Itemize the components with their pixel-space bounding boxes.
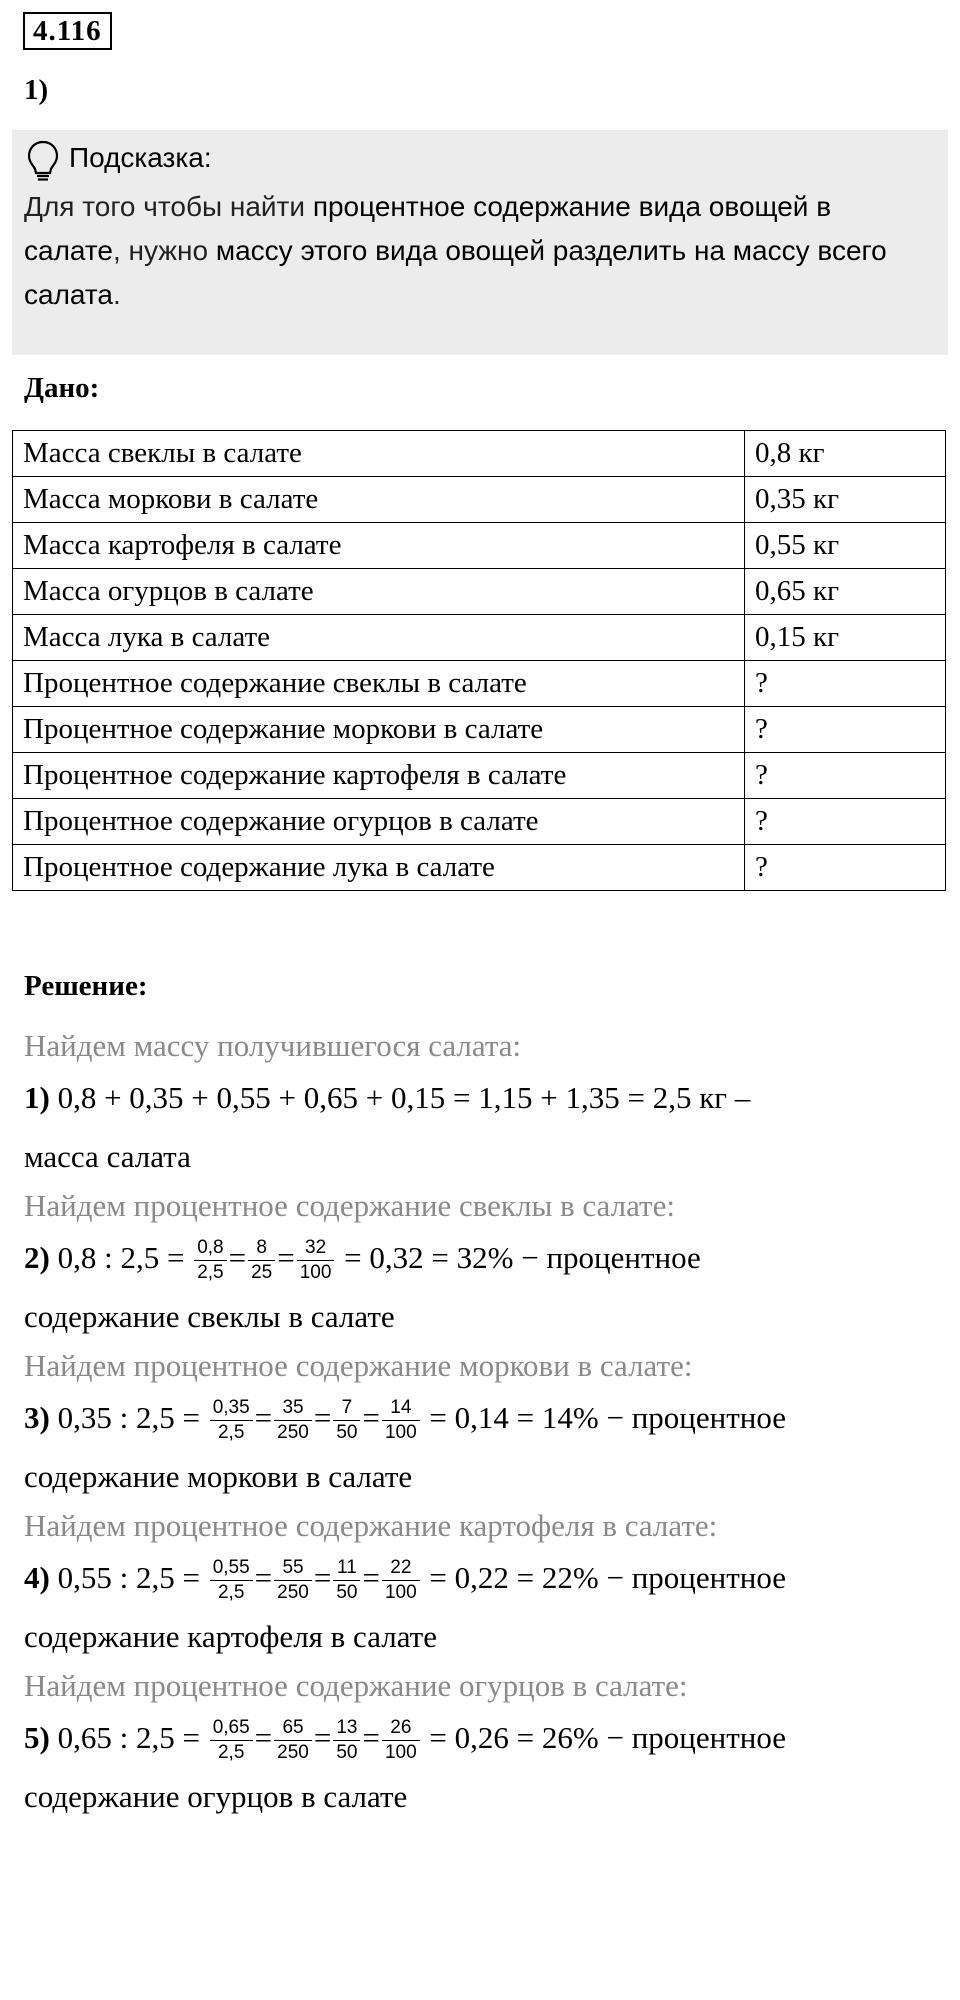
row-value: 0,55 кг [745,523,946,569]
lightbulb-icon [26,139,60,183]
fraction: $\frac{26}{100}$ [382,1716,420,1765]
fraction: $\frac{65}{250}$ [274,1716,312,1765]
hint-title: Подсказка: [69,142,212,173]
table-row [13,753,946,799]
solution-heading: Решение: [24,970,148,1002]
row-value: 0,35 кг [745,477,946,523]
step-expression: 0,8 + 0,35 + 0,55 + 0,65 + 0,15 = 1,15 + 1,35 = 2,5 кг – [49,1080,751,1115]
row-value: ? [745,799,946,845]
task-number: 4.116 [23,12,112,50]
step-number: 5) [24,1720,50,1755]
row-label: Процентное содержание лука в салате [13,845,745,891]
row-value: 0,8 кг [745,431,946,477]
step-equation: 4) 0,55 : 2,5 = $\frac{0,55}{2,5}$ = $\frac{55}{250}$ = $\frac{11}{50}$ = $\frac{22}{100}$ = 0,22 = 22% − процентное [24,1557,786,1604]
row-label: Процентное содержание огурцов в салате [13,799,745,845]
step-intro: Найдем массу получившегося салата: [24,1028,522,1063]
solution-steps [24,1025,944,1825]
fraction: $\frac{22}{100}$ [382,1556,420,1605]
given-heading: Дано: [24,372,100,404]
fraction: $\frac{11}{50}$ [333,1556,360,1605]
table-row [13,523,946,569]
fraction: $\frac{14}{100}$ [382,1396,420,1445]
fraction: $\frac{13}{50}$ [333,1716,360,1765]
fraction: $\frac{8}{25}$ [248,1236,275,1285]
step-intro: Найдем процентное содержание огурцов в салате: [24,1668,688,1703]
row-value: ? [745,845,946,891]
row-label: Масса лука в салате [13,615,745,661]
step-equation: 2) 0,8 : 2,5 = $\frac{0,8}{2,5}$ = $\frac{8}{25}$ = $\frac{32}{100}$ = 0,32 = 32% − процентное [24,1237,701,1284]
table-row [13,615,946,661]
fraction: $\frac{35}{250}$ [274,1396,312,1445]
row-label: Масса картофеля в салате [13,523,745,569]
fraction: $\frac{7}{50}$ [333,1396,360,1445]
table-row [13,799,946,845]
table-row [13,477,946,523]
step-intro: Найдем процентное содержание моркови в салате: [24,1348,693,1383]
step-number: 1) [24,1080,50,1115]
fraction: $\frac{0,65}{2,5}$ [210,1716,253,1765]
row-label: Масса моркови в салате [13,477,745,523]
row-label: Процентное содержание картофеля в салате [13,753,745,799]
row-value: ? [745,753,946,799]
row-value: ? [745,661,946,707]
hint-text: Для того чтобы найти процентное содержание вида овощей в салате, нужно массу этого вида овощей разделить на массу всего салата. [24,191,887,310]
fraction: $\frac{55}{250}$ [274,1556,312,1605]
step-conclusion: содержание свеклы в салате [24,1299,395,1334]
table-row [13,661,946,707]
row-value: 0,15 кг [745,615,946,661]
row-label: Процентное содержание свеклы в салате [13,661,745,707]
row-value: 0,65 кг [745,569,946,615]
step-conclusion: масса салата [24,1139,191,1174]
step-equation: 3) 0,35 : 2,5 = $\frac{0,35}{2,5}$ = $\frac{35}{250}$ = $\frac{7}{50}$ = $\frac{14}{100}$ = 0,14 = 14% − процентное [24,1397,786,1444]
row-label: Масса огурцов в салате [13,569,745,615]
step-number: 3) [24,1400,50,1435]
fraction: $\frac{0,35}{2,5}$ [210,1396,253,1445]
step-intro: Найдем процентное содержание свеклы в салате: [24,1188,675,1223]
step-intro: Найдем процентное содержание картофеля в салате: [24,1508,718,1543]
row-label: Масса свеклы в салате [13,431,745,477]
step-equation: 5) 0,65 : 2,5 = $\frac{0,65}{2,5}$ = $\frac{65}{250}$ = $\frac{13}{50}$ = $\frac{26}{100}$ = 0,26 = 26% − процентное [24,1717,786,1764]
step-number: 4) [24,1560,50,1595]
step-conclusion: содержание моркови в салате [24,1459,413,1494]
step-conclusion: содержание огурцов в салате [24,1779,408,1814]
fraction: $\frac{0,8}{2,5}$ [194,1236,226,1285]
table-row [13,707,946,753]
table-row [13,845,946,891]
step-equation [24,1067,944,1129]
hint-box [12,130,948,355]
row-value: ? [745,707,946,753]
part-label: 1) [24,74,49,106]
given-table [12,430,946,891]
table-row [13,431,946,477]
fraction: $\frac{0,55}{2,5}$ [210,1556,253,1605]
fraction: $\frac{32}{100}$ [297,1236,335,1285]
table-row [13,569,946,615]
step-conclusion: содержание картофеля в салате [24,1619,437,1654]
step-number: 2) [24,1240,50,1275]
row-label: Процентное содержание моркови в салате [13,707,745,753]
